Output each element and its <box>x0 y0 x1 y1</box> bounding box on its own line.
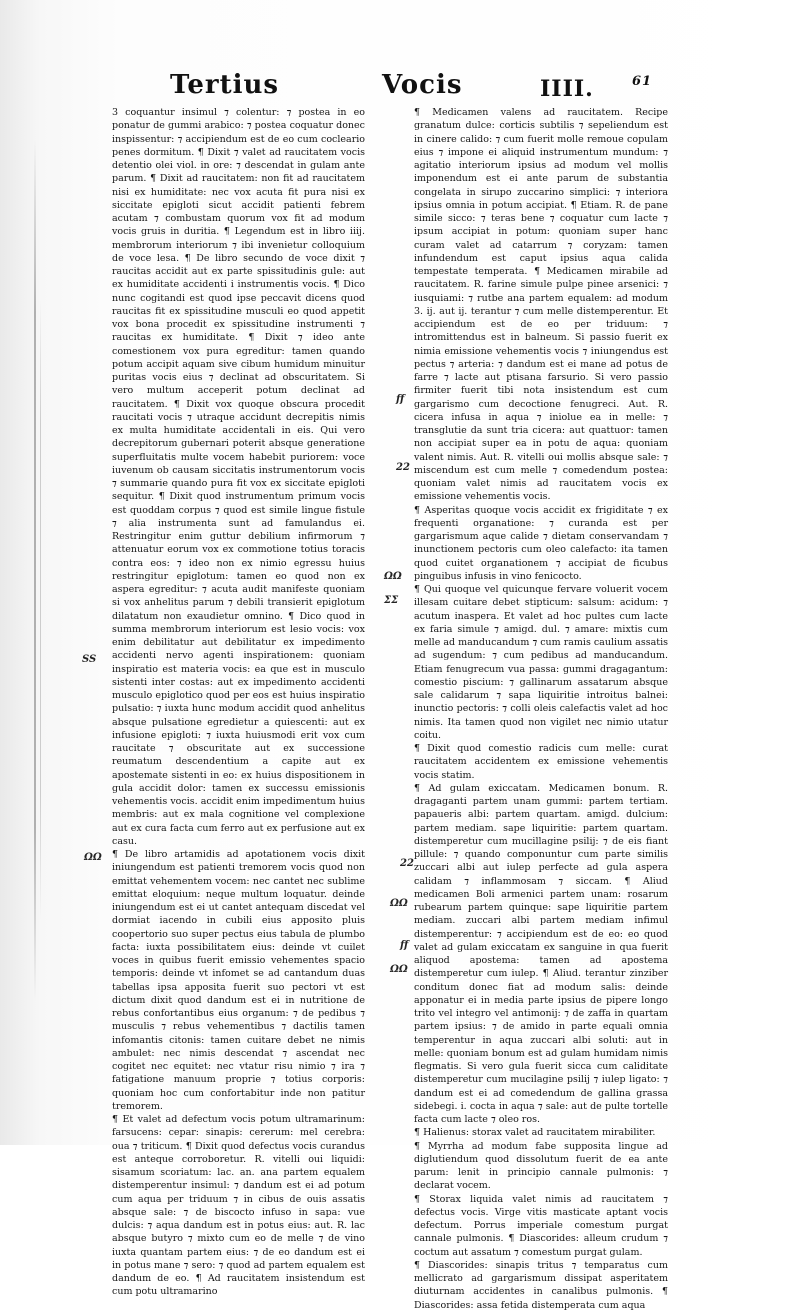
left-paragraph-2: ¶ De libro artamidis ad apotationem vocis dixit iniungendum est patienti tremorem vocis quod non emittat vehementem vocem: nec cantet nec sublime emittat eloquium: neque multum loquatur. deinde iniungendum est ei ut cantet antequam discedat vel dormiat iacendo in cubili eius apposito pluis coopertorio suo super pectus eius tabula de plumbo facta: iuxta possibilitatem eius: deinde vt cuilet voces in quibus fuerit emissio vehementes spacio temporis: deinde vt infomet se ad cantandum duas tabellas ipsa apposita fuerit suo pectori vt est dictum dixit quod dandum est ei in nutritione de rebus confortantibus eius organum: ⁊ de pedibus ⁊ musculis ⁊ rebus vehementibus ⁊ dactilis tamen infomantis citonis: tamen cuitare debet ne nimis ambulet: nec nimis descendat ⁊ ascendat nec cogitet nec equitet: nec vtatur risu nimio ⁊ ira ⁊ fatigatione manuum proprie ⁊ totius corporis: quoniam hoc cum confortabitur inde non patitur tremorem. <box>112 849 365 1112</box>
margin-note-right-7: ff <box>400 940 409 951</box>
chapter-number: IIII. <box>540 76 594 102</box>
margin-note-right-1: ff <box>396 394 405 405</box>
binding-gutter-shadow-2 <box>40 300 41 920</box>
binding-gutter-shadow <box>34 140 36 1000</box>
right-paragraph-3: ¶ Qui quoque vel quicunque fervare voluerit vocem illesam cuitare debet stipticum: salsum: acidum: ⁊ acutum inaspera. Et valet ad hoc pultes cum lacte ex faria simule ⁊ amigd. dul. ⁊ amare: mixtis cum melle ad manducandum ⁊ cum ramis caulium assatis ad sugendum: ⁊ cum pedibus ad manducandum. Etiam fenugrecum vua passa: gummi dragagantum: comestio piscium: ⁊ gallinarum assatarum absque sale calidarum ⁊ sapa liquiritie introitus balnei: inunctio pectoris: ⁊ colli oleis calefactis valet ad hoc nimis. Ita tamen quod non vigilet nec nimio utatur coitu. <box>414 584 668 741</box>
right-paragraph-1: ¶ Medicamen valens ad raucitatem. Recipe granatum dulce: corticis subtilis ⁊ sepeliendum est in cinere calido: ⁊ cum fuerit molle remoue copulam eius ⁊ impone ei aliquid instrumentum mundum: ⁊ agitatio interiorum ipsius ad modum vel mollis imponendum est ei ante parum de substantia congelata in sirupo zuccarino simplici: ⁊ interiora ipsius omnia in potum accipiat. ¶ Etiam. R. de pane simile sicco: ⁊ teras bene ⁊ coquatur cum lacte ⁊ ipsum accipiat in potum: quoniam super hanc curam valet ad catarrum ⁊ coryzam: tamen infundendum est caput ipsius aqua calida tempestate temperata. ¶ Medicamen mirabile ad raucitatem. R. farine simule pulpe pinee arsenici: ⁊ iusquiami: ⁊ rutbe ana partem equalem: ad modum 3. ij. aut ij. terantur ⁊ cum melle distemperentur. Et accipiendum est de eo per triduum: ⁊ intromittendus est in balneum. Si passio fuerit ex nimia emissione vehementis vocis ⁊ iniungendus est pectus ⁊ arteria: ⁊ dandum est ei mane ad potus de farre ⁊ lacte aut ptisana farsurio. Si vero passio firmiter fuerit tibi nota insistendum est cum gargarismo cum decoctione fenugreci. Aut. R. cicera infusa in aqua ⁊ iniolue ea in melle: ⁊ transglutie da sunt tria cicera: aut quattuor: tamen non accipiat super ea in potu de aqua: quoniam valent nimis. Aut. R. vitelli oui mollis absque sale: ⁊ miscendum est cum melle ⁊ comedendum postea: quoniam valet nimis ad raucitatem vocis ex emissione vehementis vocis. <box>414 107 668 503</box>
right-paragraph-9: ¶ Diascorides: sinapis tritus ⁊ temparatus cum mellicrato ad gargarismum dissipat asperitatem diuturnam accidentes in canalibus pulmonis. ¶ Diascorides: assa fetida distemperata cum aqua <box>414 1259 668 1311</box>
left-text-column <box>112 106 365 1298</box>
margin-note-right-2: 22 <box>396 462 410 473</box>
right-paragraph-2: ¶ Asperitas quoque vocis accidit ex frigiditate ⁊ ex frequenti organatione: ⁊ curanda est per gargarismum aque calide ⁊ dietam conservandam ⁊ inunctionem pectoris cum oleo calefacto: ita tamen quod cuitet organationem ⁊ accipiat de ficubus pinguibus infusis in vino fenicocto. <box>414 504 668 582</box>
left-paragraph-1: 3 coquantur insimul ⁊ colentur: ⁊ postea in eo ponatur de gummi arabico: ⁊ postea coquatur donec inspissentur: ⁊ accipiendum est de eo cum cocleario penes dormitum. ¶ Dixit ⁊ valet ad raucitatem vocis detentio olei viol. in ore: ⁊ descendat in gulam ante parum. ¶ Dixit ad raucitatem: non fit ad raucitatem nisi ex humiditate: nec vox acuta fit pura nisi ex siccitate epigloti sicut accidit patienti febrem acutam ⁊ combustam quorum vox fit ad modum vocis gruis in duritia. ¶ Legendum est in libro iiij. membrorum interiorum ⁊ ibi invenietur colloquium de voce lesa. ¶ De libro secundo de voce dixit ⁊ raucitas accidit aut ex parte spissitudinis gule: aut ex humiditate accidenti i instrumentis vocis. ¶ Dico nunc cogitandi est quod ipse peccavit dicens quod raucitas fit ex spissitudine musculi eo quod appetit vox bona procedit ex spissitudine instrumenti ⁊ raucitas ex humiditate. ¶ Dixit ⁊ ideo ante comestionem vox pura egreditur: tamen quando potum accipit aquam sive cibum humidum minuitur puritas vocis eius ⁊ declinat ad obscuritatem. Si vero multum acceperit potum declinat ad raucitatem. ¶ Dixit vox quoque obscura procedit raucitati vocis ⁊ utraque accidunt decrepitis nimis ex multa humiditate accidentali in eis. Qui vero decrepitorum gubernari poterit absque generatione superfluitatis multe vocem habebit puriorem: voce iuvenum ob causam siccitatis instrumentorum vocis ⁊ summarie quando pura fit vox ex siccitate epigloti sequitur. ¶ Dixit quod instrumentum primum vocis est quoddam corpus ⁊ quod est simile lingue fistule ⁊ alia instrumenta sunt ad famulandus ei. Restringitur enim guttur debilium infirmorum ⁊ attenuatur eorum vox ex commotione totius toracis contra eos: ⁊ ideo non ex nimio egressu huius restringitur epiglotum: tamen eo quod non ex aspera egreditur: ⁊ acuta audit manifeste quoniam si vox anhelitus parum ⁊ debili transierit epiglotum dilatatum non exaudietur omnino. ¶ Dico quod in summa membrorum interiorum est lesio vocis: vox enim debilitatur aut debilitatur ex impedimento accidenti nervo agenti inspirationem: quoniam inspiratio est materia vocis: ea que est in musculo sistenti inter costas: aut ex impedimento accidenti musculo epiglotico quod per eos est huius inspiratio pulsatio: ⁊ iuxta hunc modum accidit quod anhelitus absque pulsatione egredietur a quiescenti: aut ex infusione epigloti: ⁊ iuxta huiusmodi erit vox cum raucitate ⁊ obscuritate aut ex successione reumatum descendentium a capite aut ex apostemate sistenti in eo: ex huius dispositionem in gula accidit dolor: tamen ex successu emissionis vehementis vocis. accidit enim impedimentum huius membris: aut ex mala cognitione vel complexione aut ex cura facta cum ferro aut ex perfusione aut ex casu. <box>112 107 365 847</box>
right-paragraph-5: ¶ Ad gulam exiccatam. Medicamen bonum. R. dragaganti partem unam gummi: partem tertiam. papaueris albi: partem quartam. amigd. dulcium: partem mediam. sape liquiritie: partem quartam. distemperetur cum mucillagine psilij: ⁊ de eis fiant pillule: ⁊ quando componuntur cum parte similis zuccari albi aut iulep perfecte ad gula aspera calidam ⁊ inflammosam ⁊ siccam. ¶ Aliud medicamen Boli armenici partem unam: rosarum rubearum partem quinque: sape liquiritie partem mediam. zuccari albi partem mediam infimul distemperentur: ⁊ accipiendum est de eo: eo quod valet ad gulam exiccatam ex sanguine in qua fuerit aliquod apostema: tamen ad apostema distemperetur cum iulep. ¶ Aliud. terantur zinziber conditum donec fiat ad modum salis: deinde apponatur ei in media parte ipsius de pipere longo trito vel integro vel antimonij: ⁊ de zaffa in quartam partem ipsius: ⁊ de amido in parte equali omnia temperentur in aqua zuccari albi soluti: aut in melle: quoniam bonum est ad gulam humidam nimis flegmatis. Si vero gula fuerit sicca cum caliditate distemperetur cum mucilagine psilij ⁊ iulep ligato: ⁊ dandum est ei ad comedendum de gallina grassa sidebegi. i. cocta in aqua ⁊ sale: aut de pulte tortelle facta cum lacte ⁊ oleo ros. <box>414 782 668 1125</box>
margin-note-right-4: ΣΣ <box>384 595 399 606</box>
running-head-right: Vocis <box>382 70 463 100</box>
right-paragraph-6: ¶ Halienus: storax valet ad raucitatem mirabiliter. <box>414 1127 656 1139</box>
right-text-column <box>414 106 668 1311</box>
right-paragraph-4: ¶ Dixit quod comestio radicis cum melle: curat raucitatem accidentem ex emissione vehementis vocis statim. <box>414 743 668 781</box>
margin-note-right-5: 22 <box>400 858 414 869</box>
running-head-left: Tertius <box>170 70 280 100</box>
margin-note-left-2: ΩΩ <box>84 852 102 863</box>
margin-note-right-6: ΩΩ <box>390 898 408 909</box>
folio-number: 61 <box>632 74 653 89</box>
margin-note-right-3: ΩΩ <box>384 571 402 582</box>
right-paragraph-7: ¶ Myrrha ad modum fabe supposita lingue ad diglutiendum quod dissolutum fuerit de ea ante parum: lenit in principio cannale pulmonis: ⁊ declarat vocem. <box>414 1140 668 1192</box>
left-paragraph-3: ¶ Et valet ad defectum vocis potum ultramarinum: farsucens: cepar: sinapis: cererum: mel cerebra: oua ⁊ triticum. ¶ Dixit quod defectus vocis curandus est anteque corroboretur. R. vitelli oui liquidi: sisamum scoriatum: lac. an. ana partem equalem distemperentur insimul: ⁊ dandum est ei ad potum cum aqua per triduum ⁊ in cibus de ouis assatis absque sale: ⁊ de biscocto infuso in sapa: vue dulcis: ⁊ aqua dandum est in potus eius: aut. R. lac absque butyro ⁊ mixto cum eo de melle ⁊ de vino iuxta quantam partem eius: ⁊ de eo dandum est ei in potus mane ⁊ sero: ⁊ quod ad partem equalem est dandum de eo. ¶ Ad raucitatem insistendum est cum potu ultramarino <box>112 1114 365 1298</box>
right-paragraph-8: ¶ Storax liquida valet nimis ad raucitatem ⁊ defectus vocis. Virge vitis masticate aptant vocis defectum. Porrus imperiale comestum purgat cannale pulmonis. ¶ Diascorides: alleum crudum ⁊ coctum aut assatum ⁊ comestum purgat gulam. <box>414 1193 668 1258</box>
margin-note-left-1: SS <box>82 654 97 665</box>
margin-note-right-8: ΩΩ <box>390 964 408 975</box>
